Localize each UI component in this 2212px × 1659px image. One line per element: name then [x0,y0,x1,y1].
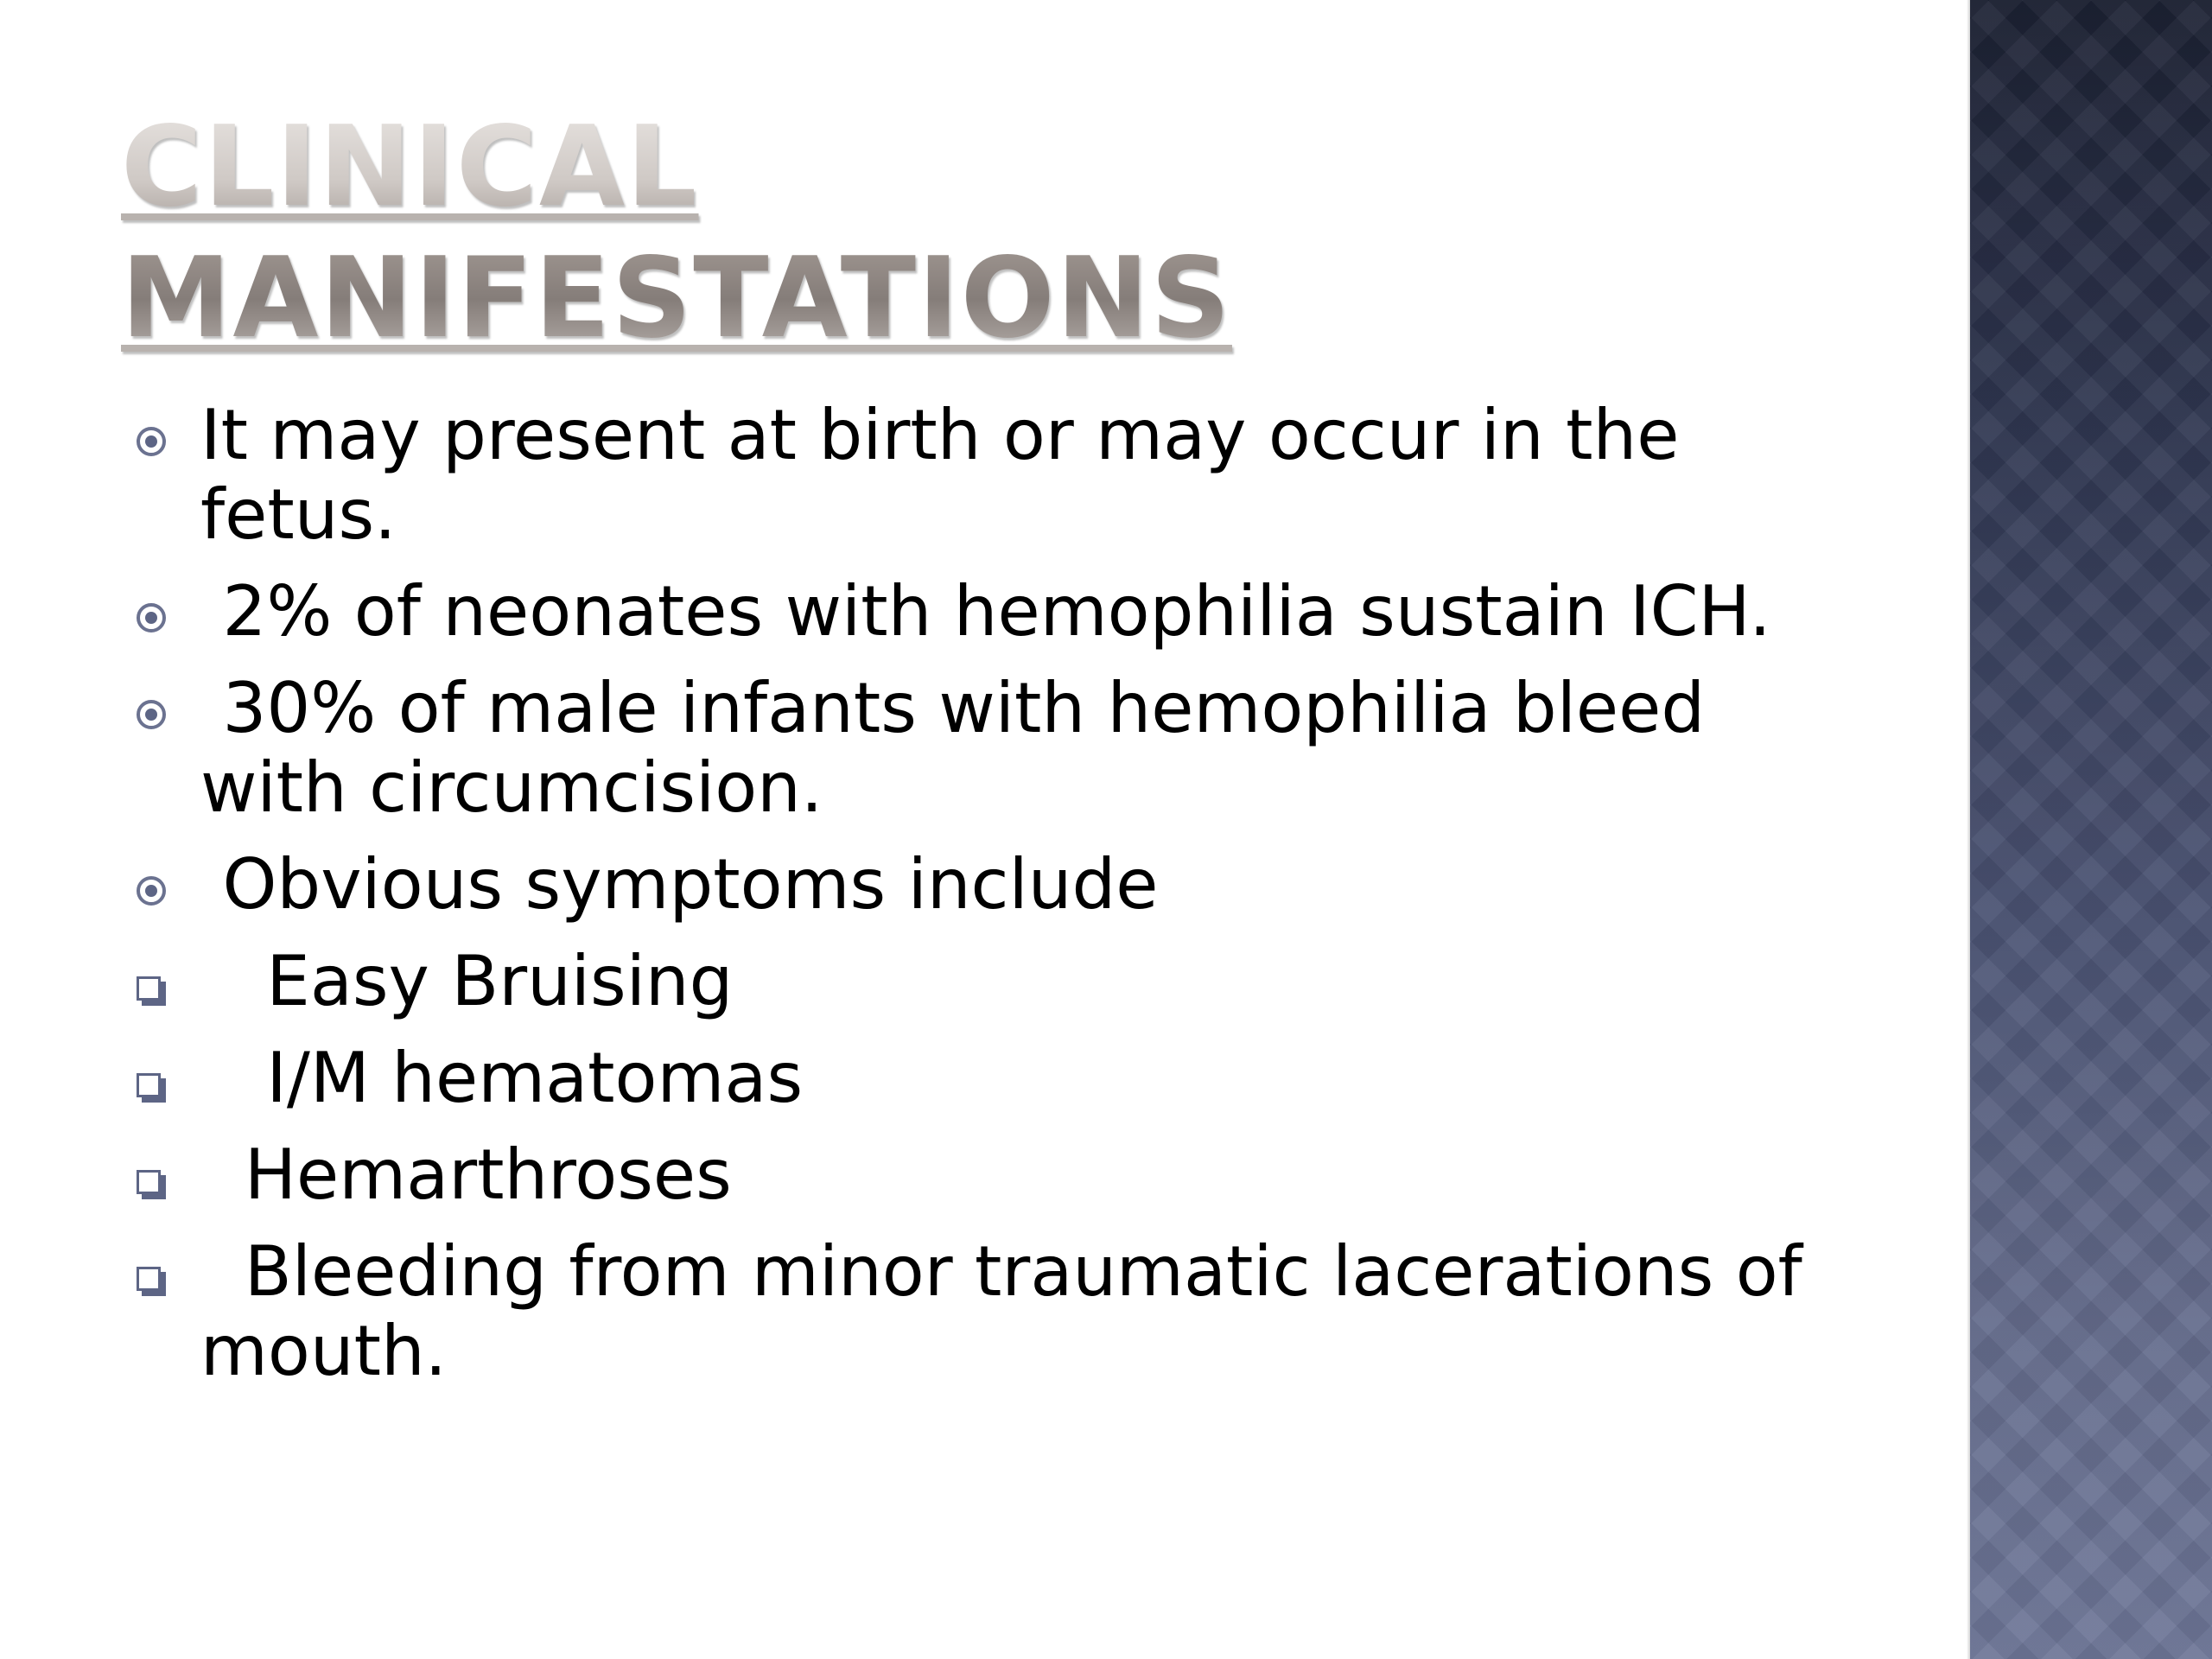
square-bullet-icon [137,1267,166,1296]
bullet-text: Obvious symptoms include [200,844,1159,925]
slide-title [121,102,1232,365]
square-bullet-icon [137,976,166,1006]
bullet-item [130,669,1858,828]
bullet-list [130,396,1858,1408]
radio-bullet-icon [137,427,166,456]
bullet-text: 30% of male infants with hemophilia bleed with circumcision. [200,668,1727,828]
bullet-text: It may present at birth or may occur in the fetus. [200,395,1701,555]
square-bullet-icon [137,1073,166,1103]
sub-bullet-item [130,942,1858,1021]
square-bullet-icon [137,1170,166,1199]
radio-bullet-icon [137,603,166,632]
bullet-item [130,396,1858,555]
title-line-2: MANIFESTATIONS [121,234,1232,363]
sub-bullet-item [130,1232,1858,1391]
bullet-item [130,845,1858,925]
bullet-text: 2% of neonates with hemophilia sustain ICH. [200,571,1771,652]
radio-bullet-icon [137,700,166,729]
sub-bullet-item [130,1039,1858,1118]
bullet-text: I/M hematomas [200,1038,804,1118]
radio-bullet-icon [137,876,166,906]
sub-bullet-item [130,1135,1858,1215]
bullet-text: Bleeding from minor traumatic lacerations of mouth. [200,1231,1825,1391]
title-line-1: CLINICAL [121,103,699,232]
bullet-item [130,572,1858,652]
bullet-text: Easy Bruising [200,941,734,1021]
bullet-text: Hemarthroses [200,1135,732,1215]
decorative-side-panel [1970,0,2212,1659]
